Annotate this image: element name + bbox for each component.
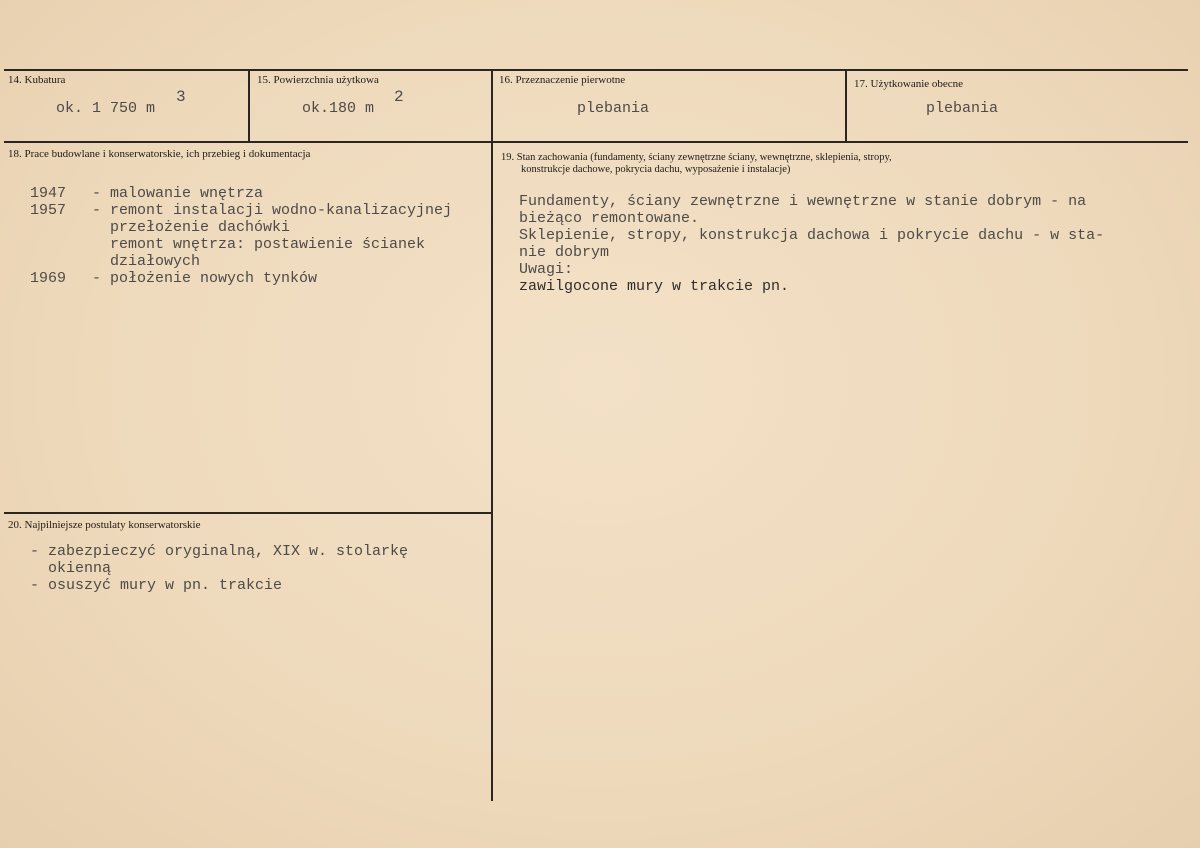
postulaty-line: - osuszyć mury w pn. trakcie xyxy=(30,577,283,594)
prace-line: przełożenie dachówki xyxy=(92,219,291,236)
stan-label-line1: 19. Stan zachowania (fundamenty, ściany zewnętrzne ściany, wewnętrzne, sklepienia, stropy, xyxy=(501,152,892,163)
prace-label: 18. Prace budowlane i konserwatorskie, ich przebieg i dokumentacja xyxy=(8,148,311,160)
kubatura-label: 14. Kubatura xyxy=(8,74,66,86)
kubatura-value: ok. 1 750 m xyxy=(56,100,156,117)
prace-entry xyxy=(30,202,486,270)
powierzchnia-label: 15. Powierzchnia użytkowa xyxy=(257,74,379,86)
row-divider xyxy=(4,141,1188,143)
postulaty-line: - zabezpieczyć oryginalną, XIX w. stolarkę xyxy=(30,543,409,560)
stan-line: Sklepienie, stropy, konstrukcja dachowa i pokrycie dachu - w sta- xyxy=(519,227,1105,244)
przeznaczenie-value: plebania xyxy=(577,100,650,117)
postulaty-line: okienną xyxy=(30,560,112,577)
stan-text xyxy=(519,193,1189,295)
postulaty-label: 20. Najpilniejsze postulaty konserwatorskie xyxy=(8,519,201,531)
col-divider-3 xyxy=(845,69,847,143)
stan-line: bieżąco remontowane. xyxy=(519,210,700,227)
prace-year: 1969 xyxy=(30,270,67,287)
prace-entry xyxy=(30,185,486,202)
prace-year: 1957 xyxy=(30,202,67,219)
uzytkowanie-value: plebania xyxy=(926,100,999,117)
col-divider-1 xyxy=(248,69,250,143)
stan-line: nie dobrym xyxy=(519,244,610,261)
uzytkowanie-label: 17. Użytkowanie obecne xyxy=(854,78,964,90)
prace-entry xyxy=(30,270,486,287)
prace-line: - malowanie wnętrza xyxy=(92,185,264,202)
kubatura-exponent: 3 xyxy=(176,88,186,106)
stan-line: zawilgocone mury w trakcie pn. xyxy=(519,278,790,295)
prace-line: - położenie nowych tynków xyxy=(92,270,318,287)
stan-line: Fundamenty, ściany zewnętrzne i wewnętrzne w stanie dobrym - na xyxy=(519,193,1087,210)
prace-line: działowych xyxy=(92,253,201,270)
top-rule xyxy=(4,69,1188,71)
stan-line: Uwagi: xyxy=(519,261,574,278)
postulaty-text xyxy=(30,543,486,594)
prace-year: 1947 xyxy=(30,185,67,202)
prace-line: remont wnętrza: postawienie ścianek xyxy=(92,236,426,253)
stan-label-line2: konstrukcje dachowe, pokrycia dachu, wyposażenie i instalacje) xyxy=(521,164,791,175)
powierzchnia-value: ok.180 m xyxy=(302,100,375,117)
col-divider-2 xyxy=(491,69,493,801)
prace-entries xyxy=(30,185,486,287)
section-divider xyxy=(4,512,493,514)
prace-line: - remont instalacji wodno-kanalizacyjnej xyxy=(92,202,453,219)
powierzchnia-exponent: 2 xyxy=(394,88,404,106)
przeznaczenie-label: 16. Przeznaczenie pierwotne xyxy=(499,74,626,86)
